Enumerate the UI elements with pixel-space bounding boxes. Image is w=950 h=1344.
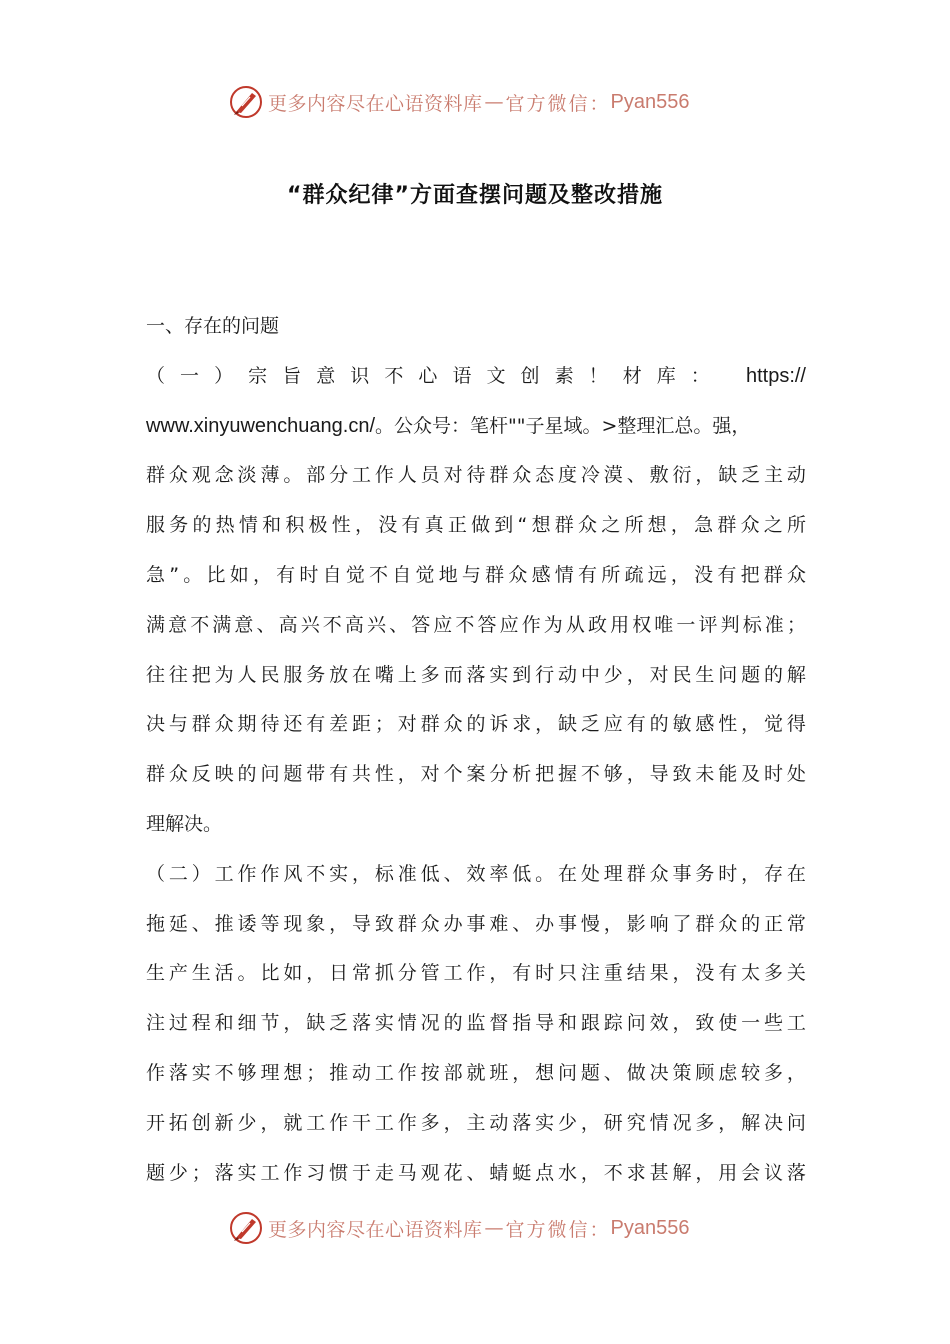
paragraph-line: 急”。比如，有时自觉不自觉地与群众感情有所疏远，没有把群众 (146, 563, 811, 586)
paragraph-line: 满意不满意、高兴不高兴、答应不答应作为从政用权唯一评判标准； (146, 613, 810, 636)
paragraph-line: 注过程和细节，缺乏落实情况的监督指导和跟踪问效，致使一些工 (146, 1012, 810, 1035)
wechat-label: 官方微信： (505, 1218, 611, 1241)
paragraph-line: 理解决。 (146, 812, 223, 835)
wechat-id: Pyan556 (610, 1216, 690, 1239)
paragraph-line: 群众反映的问题带有共性，对个案分析把握不够，导致未能及时处 (146, 763, 810, 786)
document-title: “群众纪律”方面查摆问题及整改措施 (287, 183, 663, 208)
paragraph-line: 决与群众期待还有差距；对群众的诉求，缺乏应有的敏感性，觉得 (146, 713, 810, 736)
watermark-text: 更多内容尽在心语资料库 (268, 1218, 483, 1241)
document-body (146, 302, 811, 1198)
paragraph-line: 服务的热情和积极性，没有真正做到“想群众之所想，急群众之所 (146, 514, 811, 537)
url-text: www.xinyuwenchuang.cn/ (146, 414, 376, 437)
wechat-label: 官方微信： (505, 92, 611, 115)
paragraph-line: 作落实不够理想；推动工作按部就班，想问题、做决策顾虑较多， (146, 1061, 810, 1084)
watermark-separator: — (484, 1217, 504, 1239)
url-text: https:// (745, 364, 806, 387)
paragraph-line: 开拓创新少，就工作干工作多，主动落实少，研究情况多，解决问 (146, 1111, 810, 1134)
watermark-separator: — (484, 91, 504, 113)
paragraph-line: 拖延、推诿等现象，导致群众办事难、办事慢，影响了群众的正常 (146, 912, 810, 935)
quill-logo-icon (228, 1210, 264, 1246)
paragraph-line: 题少；落实工作习惯于走马观花、蜻蜓点水，不求甚解，用会议落 (146, 1161, 810, 1184)
watermark-banner-bottom (228, 1208, 690, 1248)
section-heading: 一、存在的问题 (146, 315, 280, 337)
wechat-id: Pyan556 (610, 90, 690, 113)
watermark-banner-top (228, 82, 690, 122)
paragraph-line: （二）工作作风不实，标准低、效率低。在处理群众事务时，存在 (146, 862, 810, 885)
paragraph-line (146, 402, 806, 452)
paragraph-line-text: （一）宗旨意识不心语文创素！材库： (146, 364, 725, 387)
paragraph-line (146, 352, 806, 402)
paragraph-line: 生产生活。比如，日常抓分管工作，有时只注重结果，没有太多关 (146, 962, 810, 985)
paragraph-line-text: 。公众号：笔杆""子星域。>整理汇总。强， (375, 414, 751, 437)
paragraph-line: 群众观念淡薄。部分工作人员对待群众态度冷漠、敷衍，缺乏主动 (146, 464, 810, 487)
quill-logo-icon (228, 84, 264, 120)
paragraph-line: 往往把为人民服务放在嘴上多而落实到行动中少，对民生问题的解 (146, 663, 810, 686)
watermark-text: 更多内容尽在心语资料库 (268, 92, 483, 115)
